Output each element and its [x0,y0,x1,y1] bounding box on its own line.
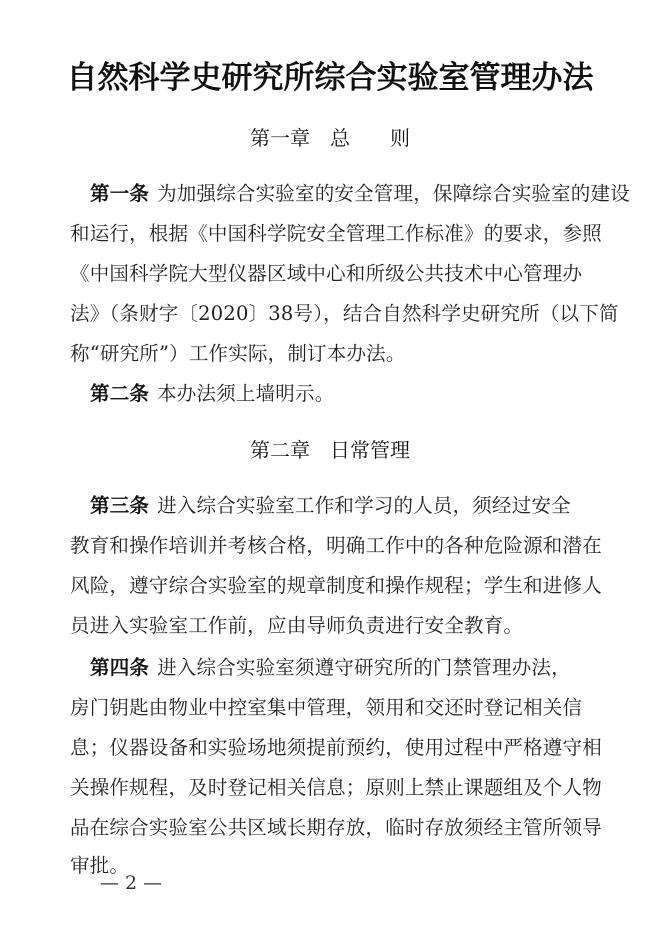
article-1-line-5: 称“研究所”）工作实际，制订本办法。 [70,342,406,365]
article-3-line-2: 教育和操作培训并考核合格，明确工作中的各种危险源和潜在 [70,534,602,557]
article-1-line-4: 法》（条财字〔2020〕38号），结合自然科学史研究所（以下简 [70,302,619,325]
article-4-line-1 [90,652,620,680]
article-text: 进入综合实验室工作和学习的人员，须经过安全 [157,494,571,517]
article-4-line-6: 审批。 [70,854,130,877]
article-1-line-2: 和运行，根据《中国科学院安全管理工作标准》的要求，参照 [70,222,602,245]
article-4-line-4: 关操作规程，及时登记相关信息；原则上禁止课题组及个人物 [70,776,602,799]
article-1-line-3: 《中国科学院大型仪器区域中心和所级公共技术中心管理办 [70,262,583,285]
article-4-line-3: 息；仪器设备和实验场地须提前预约，使用过程中严格遵守相 [70,736,602,759]
article-text: 进入综合实验室须遵守研究所的门禁管理办法， [157,656,571,679]
article-label: 第一条 [90,182,150,205]
article-2-line-1 [90,378,620,406]
article-3-line-1 [90,490,620,518]
article-text: 为加强综合实验室的安全管理，保障综合实验室的建设 [157,182,630,205]
chapter-heading-2: 第二章 日常管理 [250,438,410,462]
article-label: 第二条 [90,382,150,405]
document-title: 自然科学史研究所综合实验室管理办法 [66,60,594,96]
article-label: 第三条 [90,494,150,517]
chapter-heading-1: 第一章 总 则 [250,126,410,150]
article-3-line-4: 员进入实验室工作前，应由导师负责进行安全教育。 [70,614,524,637]
page-number: — 2 — [100,872,163,894]
article-label: 第四条 [90,656,150,679]
article-4-line-2: 房门钥匙由物业中控室集中管理，领用和交还时登记相关信 [70,696,583,719]
article-1-line-1 [90,178,630,206]
article-4-line-5: 品在综合实验室公共区域长期存放，临时存放须经主管所领导 [70,816,602,839]
article-3-line-3: 风险，遵守综合实验室的规章制度和操作规程；学生和进修人 [70,574,602,597]
article-text: 本办法须上墙明示。 [157,382,335,405]
